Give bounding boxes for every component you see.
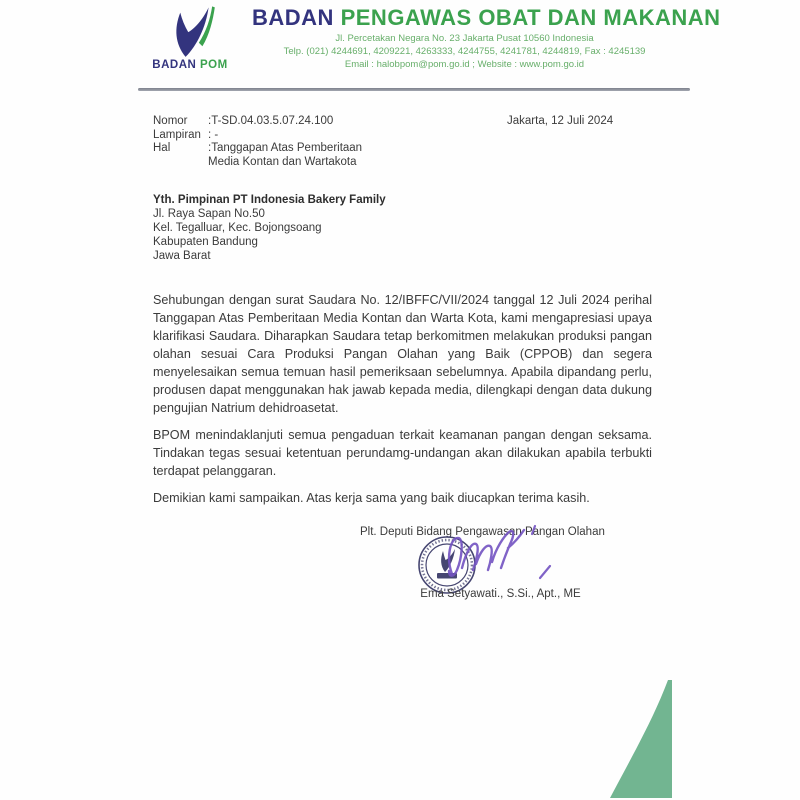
header-contact-block	[252, 32, 677, 71]
nomor-value: :T-SD.04.03.5.07.24.100	[208, 115, 334, 127]
recipient-regency: Kabupaten Bandung	[153, 236, 258, 248]
meta-row-lampiran	[153, 129, 362, 143]
logo-caption-badan: BADAN	[152, 59, 197, 71]
body-paragraph-2: BPOM menindaklanjuti semua pengaduan terkait keamanan pangan dengan seksama. Tindakan tegas sesuai ketentuan perundamg-undangan akan dilakukan apabila terbukti terdapat pelanggaran.	[153, 428, 652, 478]
meta-row-hal	[153, 142, 362, 156]
recipient-block	[153, 193, 386, 263]
header-separator-line	[138, 88, 690, 91]
hal-value-line2: Media Kontan dan Wartakota	[208, 155, 357, 168]
signatory-name: Ema Setyawati., S.Si., Apt., ME	[420, 588, 581, 600]
header-email-website: Email : halobpom@pom.go.id ; Website : www.pom.go.id	[344, 59, 585, 70]
green-corner-decoration	[595, 680, 675, 800]
bpom-swoosh-icon	[140, 5, 240, 61]
hal-label: Hal	[153, 142, 171, 155]
body-paragraph-3: Demikian kami sampaikan. Atas kerja sama yang baik diucapkan terima kasih.	[153, 491, 590, 505]
nomor-label: Nomor	[153, 115, 188, 127]
org-title-badan: BADAN	[252, 5, 334, 30]
signature-scrawl-icon	[428, 522, 578, 592]
lampiran-value: : -	[208, 128, 219, 141]
lampiran-label: Lampiran	[153, 128, 201, 141]
meta-row-nomor	[153, 115, 362, 129]
body-paragraph-1: Sehubungan dengan surat Saudara No. 12/IBFFC/VII/2024 tanggal 12 Juli 2024 perihal Tanggapan Atas Pemberitaan Media Kontan dan Warta Kota, kami mengapresiasi upaya klarifikasi Saudara. Diharapkan Saudara tetap berkomitmen melakukan produksi pangan olahan sesuai Cara Produksi Pangan Olahan yang Baik (CPPOB) dan segera menyelesaikan semua temuan hasil pemeriksaan sebelumnya. Apabila dipandang perlu, produsen dapat menggunakan hak jawab kepada media, dilengkapi dengan data dukung pengujian Natrium dehidroasetat.	[153, 293, 652, 415]
meta-row-hal-cont	[153, 156, 362, 170]
org-title	[252, 5, 721, 31]
city-date: Jakarta, 12 Juli 2024	[507, 115, 614, 127]
bpom-logo	[140, 5, 240, 85]
header-address: Jl. Percetakan Negara No. 23 Jakarta Pusat 10560 Indonesia	[335, 33, 594, 44]
recipient-province: Jawa Barat	[153, 250, 211, 262]
recipient-village: Kel. Tegalluar, Kec. Bojongsoang	[153, 222, 322, 234]
recipient-street: Jl. Raya Sapan No.50	[153, 208, 265, 220]
hal-label-empty	[153, 156, 208, 170]
logo-caption	[140, 59, 240, 71]
header-phone: Telp. (021) 4244691, 4209221, 4263333, 4244755, 4241781, 4244819, Fax : 4245139	[283, 46, 646, 57]
letter-body	[153, 291, 652, 516]
hal-value-line1: :Tanggapan Atas Pemberitaan	[208, 142, 363, 155]
letter-meta	[153, 115, 362, 169]
logo-caption-pom: POM	[200, 59, 228, 71]
signatory-title: Plt. Deputi Bidang Pengawasan Pangan Olahan	[360, 526, 605, 538]
recipient-name: Yth. Pimpinan PT Indonesia Bakery Family	[153, 194, 386, 206]
org-title-rest: PENGAWAS OBAT DAN MAKANAN	[340, 5, 721, 30]
